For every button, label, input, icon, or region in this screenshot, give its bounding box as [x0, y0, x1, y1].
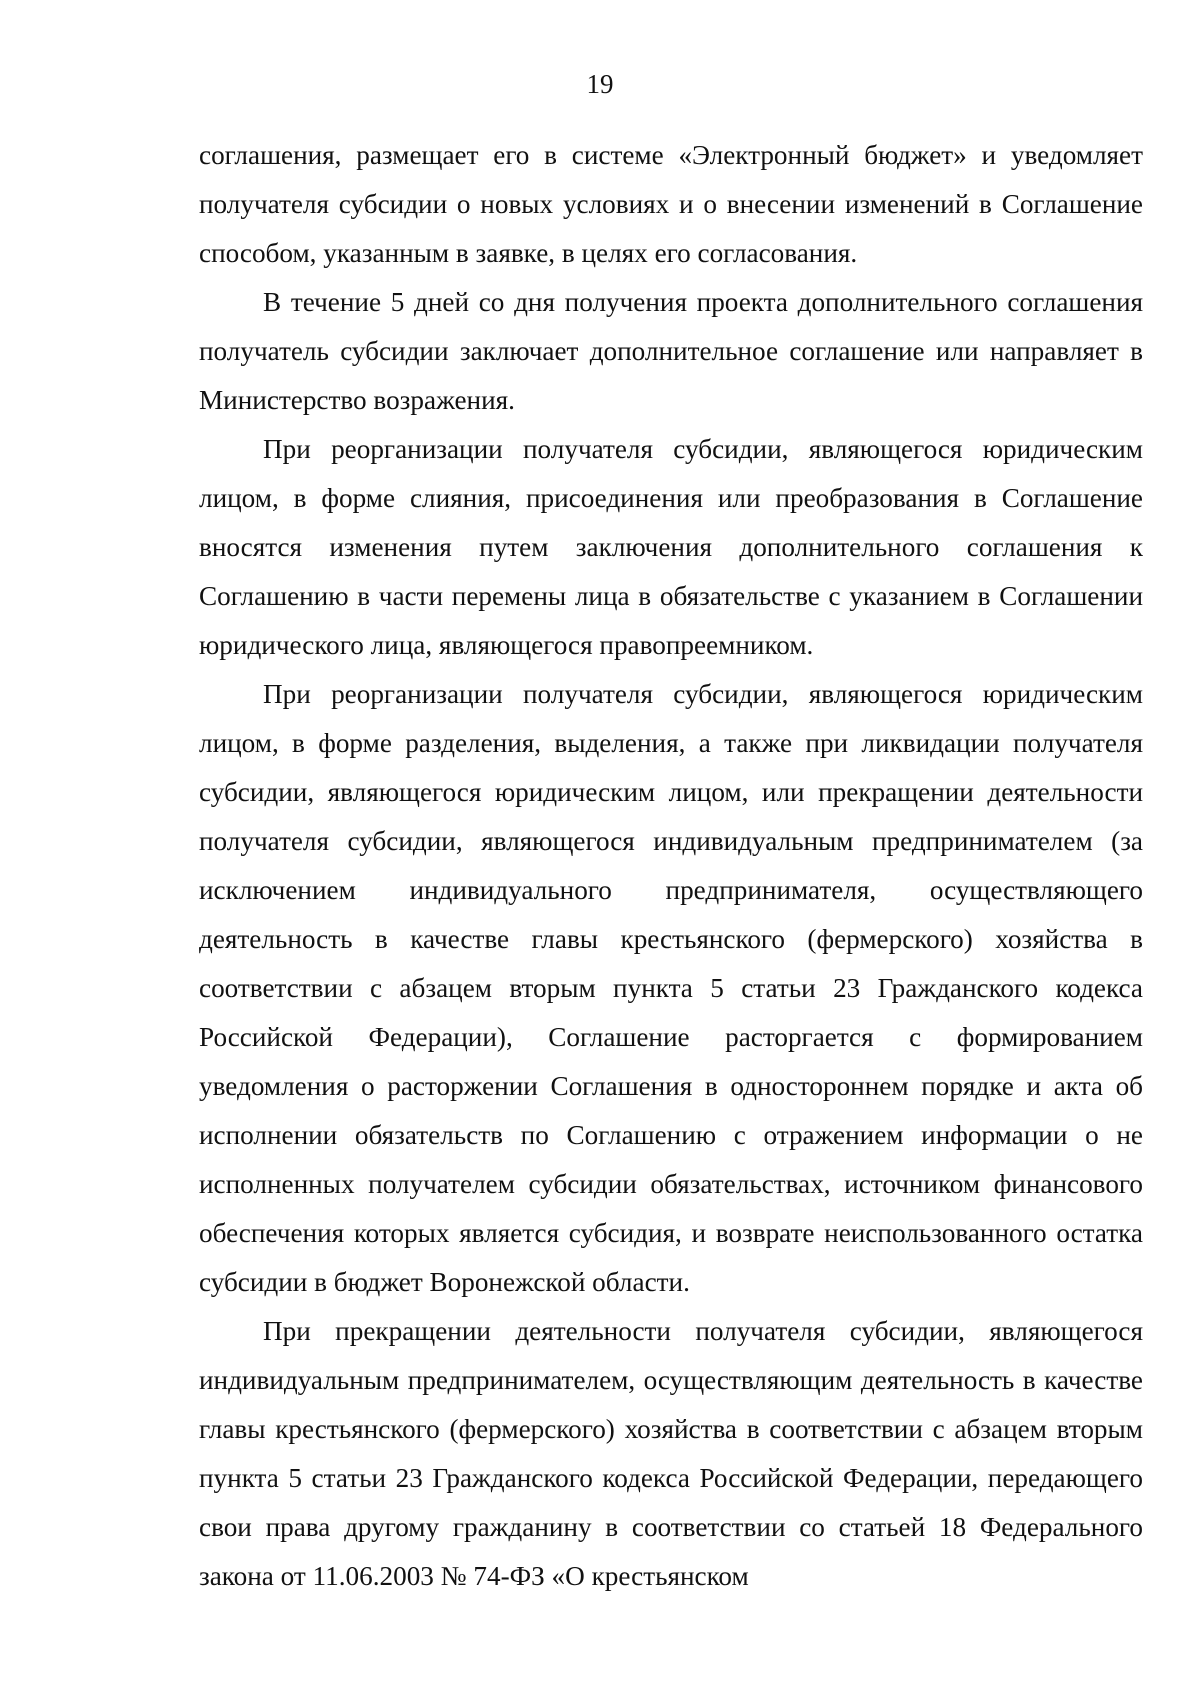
paragraph-1: соглашения, размещает его в системе «Электронный бюджет» и уведомляет получателя субсидии о новых условиях и о внесении изменений в Соглашение способом, указанным в заявке, в целях его согласования. — [199, 140, 1143, 268]
paragraph-4: При реорганизации получателя субсидии, являющегося юридическим лицом, в форме разделения, выделения, а также при ликвидации получателя субсидии, являющегося юридическим лицом, или прекращении деятельности получателя субсидии, являющегося индивидуальным предпринимателем (за исключением индивидуального предпринимателя, осуществляющего деятельность в качестве главы крестьянского (фермерского) хозяйства в соответствии с абзацем вторым пункта 5 статьи 23 Гражданского кодекса Российской Федерации), Соглашение расторгается с формированием уведомления о расторжении Соглашения в одностороннем порядке и акта об исполнении обязательств по Соглашению с отражением информации о не исполненных получателем субсидии обязательствах, источником финансового обеспечения которых является субсидия, и возврате неиспользованного остатка субсидии в бюджет Воронежской области. — [199, 679, 1143, 1297]
document-body — [199, 131, 1143, 1601]
page-number: 19 — [586, 69, 614, 99]
paragraph-5: При прекращении деятельности получателя субсидии, являющегося индивидуальным предпринимателем, осуществляющим деятельность в качестве главы крестьянского (фермерского) хозяйства в соответствии с абзацем вторым пункта 5 статьи 23 Гражданского кодекса Российской Федерации, передающего свои права другому гражданину в соответствии со статьей 18 Федерального закона от 11.06.2003 № 74-ФЗ «О крестьянском — [199, 1316, 1143, 1591]
paragraph-2: В течение 5 дней со дня получения проекта дополнительного соглашения получатель субсидии заключает дополнительное соглашение или направляет в Министерство возражения. — [199, 287, 1143, 415]
paragraph-3: При реорганизации получателя субсидии, являющегося юридическим лицом, в форме слияния, присоединения или преобразования в Соглашение вносятся изменения путем заключения дополнительного соглашения к Соглашению в части перемены лица в обязательстве с указанием в Соглашении юридического лица, являющегося правопреемником. — [199, 434, 1143, 660]
